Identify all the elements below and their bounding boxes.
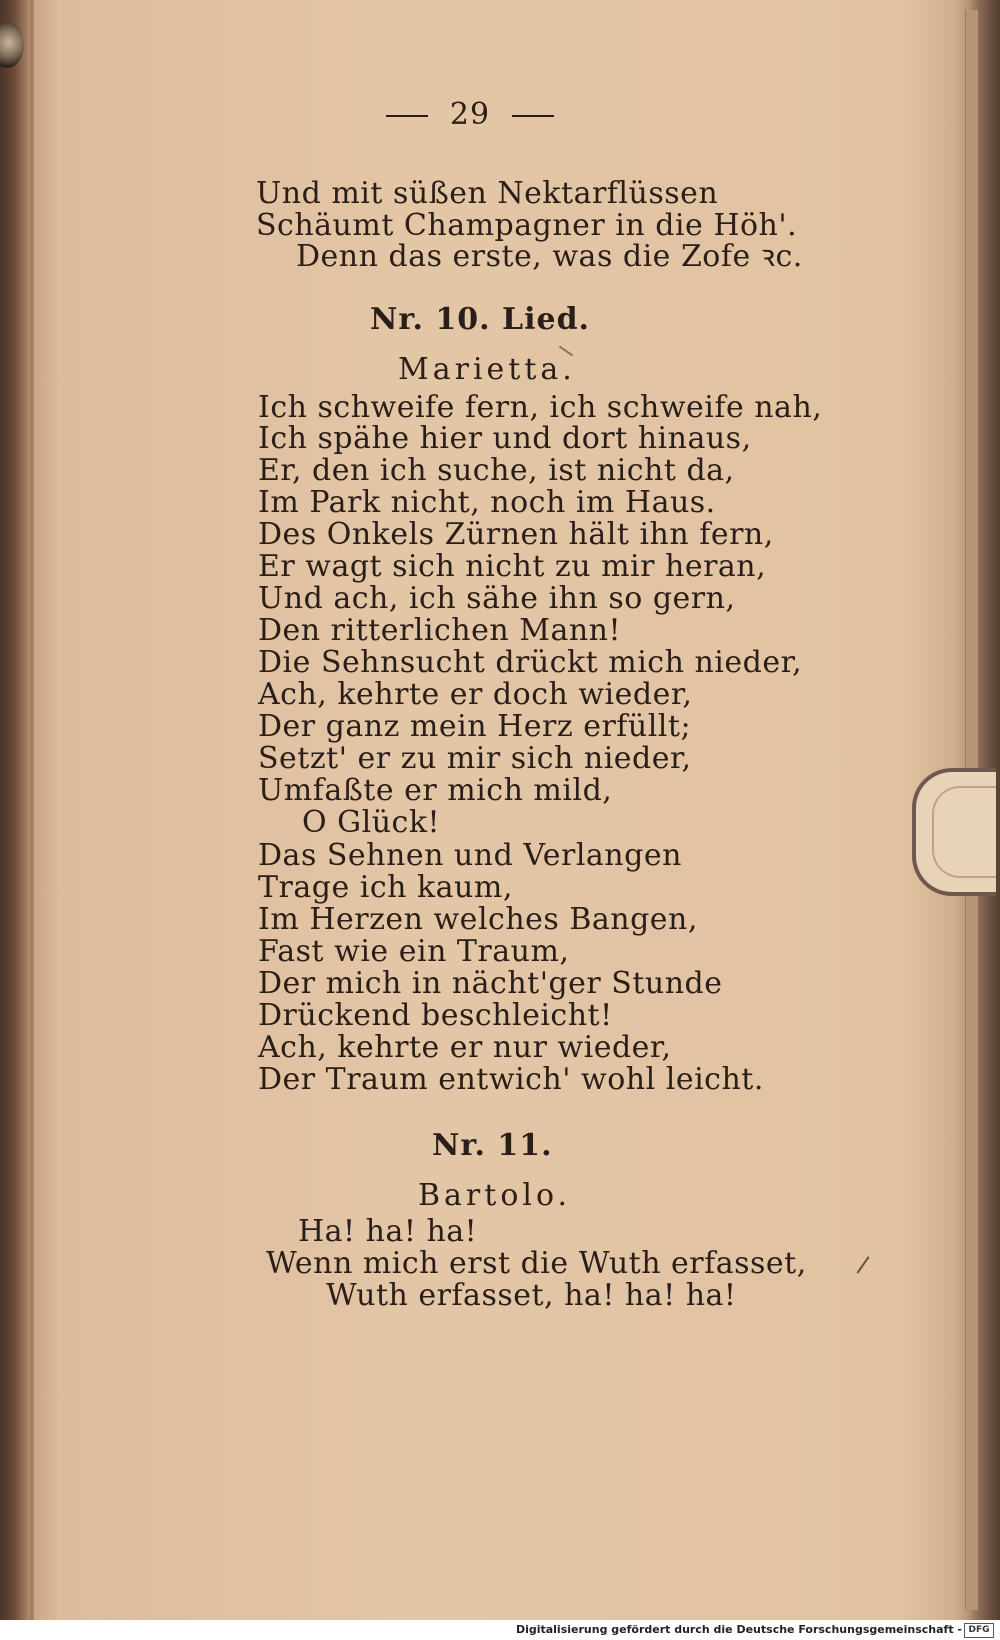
speaker-name: Bartolo. [418, 1178, 572, 1213]
page-number-value: 29 [449, 97, 491, 132]
verse-line: Ich spähe hier und dort hinaus, [258, 421, 752, 456]
verse-line: Ha! ha! ha! [298, 1214, 478, 1249]
dfg-logo: DFG [964, 1623, 994, 1638]
verse-line: Er wagt sich nicht zu mir heran, [258, 549, 767, 584]
verse-line: Wenn mich erst die Wuth erfasset, [266, 1246, 807, 1281]
verse-line: Und ach, ich sähe ihn so gern, [258, 581, 736, 616]
verse-line: Ach, kehrte er nur wieder, [258, 1030, 672, 1065]
verse-line: Die Sehnsucht drückt mich nieder, [258, 645, 803, 680]
verse-line: Der ganz mein Herz erfüllt; [258, 709, 692, 744]
verse-line: Fast wie ein Traum, [258, 934, 570, 969]
verse-line: Der Traum entwich' wohl leicht. [258, 1062, 764, 1097]
verse-line: Setzt' er zu mir sich nieder, [258, 741, 692, 776]
verse-line: Wuth erfasset, ha! ha! ha! [326, 1278, 737, 1313]
verse-line: Ich schweife fern, ich schweife nah, [258, 390, 823, 425]
verse-line: Im Park nicht, noch im Haus. [258, 485, 716, 520]
verse-line: Denn das erste, was die Zofe ꝛc. [296, 239, 803, 274]
verse-line: Der mich in nächt'ger Stunde [258, 966, 723, 1001]
gutter-shadow [30, 0, 34, 1620]
verse-line: Schäumt Champagner in die Höh'. [256, 208, 798, 243]
footer-credit: Digitalisierung gefördert durch die Deutsche Forschungsgemeinschaft - [515, 1623, 962, 1636]
verse-line: Drückend beschleicht! [258, 998, 613, 1033]
section-heading: Nr. 10. Lied. [370, 302, 590, 337]
dash-left [386, 115, 428, 117]
dash-right [512, 115, 554, 117]
verse-line: Den ritterlichen Mann! [258, 613, 622, 648]
verse-line: Umfaßte er mich mild, [258, 773, 613, 808]
verse-line: O Glück! [302, 805, 441, 840]
verse-line: Des Onkels Zürnen hält ihn fern, [258, 517, 774, 552]
page-clip [912, 768, 996, 896]
speaker-name: Marietta. [398, 352, 576, 387]
verse-line: Das Sehnen und Verlangen [258, 838, 682, 873]
verse-line: Ach, kehrte er doch wieder, [258, 677, 693, 712]
verse-line: Und mit süßen Nektarflüssen [256, 176, 719, 211]
page-number [0, 97, 940, 132]
verse-line: Im Herzen welches Bangen, [258, 902, 698, 937]
section-heading: Nr. 11. [432, 1128, 553, 1163]
footer-bar [0, 1620, 1000, 1640]
verse-line: Er, den ich suche, ist nicht da, [258, 453, 735, 488]
verse-line: Trage ich kaum, [258, 870, 513, 905]
